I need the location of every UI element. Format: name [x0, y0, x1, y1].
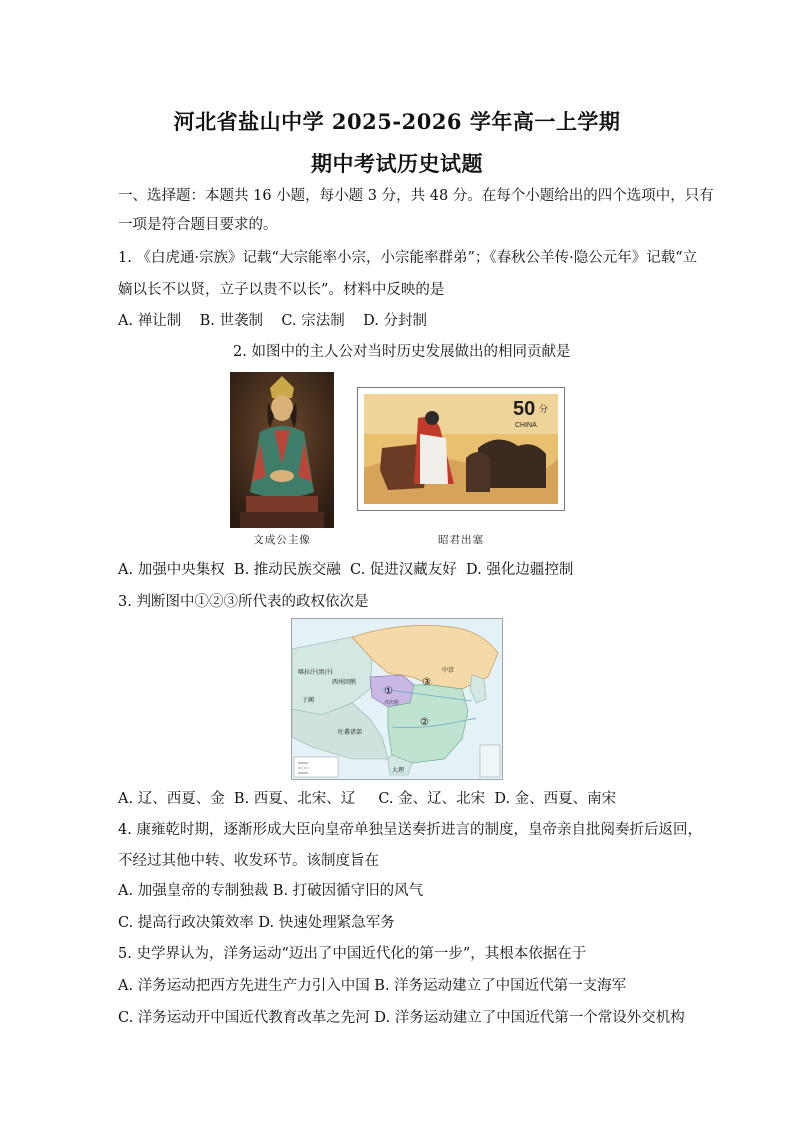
section-instructions-cont: 一项是符合题目要求的。: [118, 217, 278, 233]
question-3-stem: 3. 判断图中①②③所代表的政权依次是: [118, 594, 369, 610]
page-title: 河北省盐山中学 2025-2026 学年高一上学期: [173, 109, 621, 134]
map-label: 于阗: [302, 697, 315, 704]
question-5-stem: 5. 史学界认为，洋务运动“迈出了中国近代化的第一步”，其根本依据在于: [118, 946, 587, 962]
section-instructions: 一、选择题：本题共 16 小题，每小题 3 分，共 48 分。在每个小题给出的四个选项中，只有: [118, 188, 714, 204]
question-1-stem: 1. 《白虎通·宗族》记载“大宗能率小宗，小宗能率群弟”；《春秋公羊传·隐公元年》记载“立: [118, 250, 698, 266]
question-3-options[interactable]: A. 辽、西夏、金 B. 西夏、北宋、辽 C. 金、辽、北宋 D. 金、西夏、南宋: [118, 791, 617, 807]
question-2-stem: 2. 如图中的主人公对当时历史发展做出的相同贡献是: [233, 344, 571, 360]
map-marker-1: ①: [384, 686, 393, 697]
princess-wencheng-statue-image: [230, 372, 334, 528]
question-5-options-cd[interactable]: C. 洋务运动开中国近代教育改革之先河 D. 洋务运动建立了中国近代第一个常设外交机构: [118, 1010, 685, 1026]
map-marker-3: ③: [422, 677, 431, 688]
stamp-country: CHINA: [515, 422, 537, 429]
page-subtitle: 期中考试历史试题: [311, 151, 483, 176]
map-label: 中京: [442, 667, 455, 674]
figure-caption-left: 文成公主像: [253, 534, 311, 546]
map-label: 西州回鹘: [332, 679, 357, 686]
question-1-options[interactable]: A. 禅让制 B. 世袭制 C. 宗法制 D. 分封制: [118, 313, 427, 329]
song-liao-xixia-map: [291, 618, 503, 780]
question-1-stem-cont: 嫡以长不以贤，立子以贵不以长”。材料中反映的是: [118, 282, 445, 298]
map-label: 大理: [392, 767, 405, 774]
map-label: 喀拉汗(黑汗): [298, 669, 333, 676]
question-5-options-ab[interactable]: A. 洋务运动把西方先进生产力引入中国 B. 洋务运动建立了中国近代第一支海军: [118, 978, 627, 994]
question-4-stem: 4. 康雍乾时期，逐渐形成大臣向皇帝单独呈送奏折进言的制度，皇帝亲自批阅奏折后返回，: [118, 822, 702, 838]
stamp-value: 50: [513, 398, 536, 420]
map-label: 吐蕃诸部: [338, 729, 363, 736]
zhaojun-stamp-image: [357, 387, 565, 511]
question-4-options-ab[interactable]: A. 加强皇帝的专制独裁 B. 打破因循守旧的风气: [118, 883, 424, 899]
stamp-unit: 分: [539, 405, 549, 415]
figure-caption-right: 昭君出塞: [438, 534, 484, 546]
question-4-options-cd[interactable]: C. 提高行政决策效率 D. 快速处理紧急军务: [118, 915, 395, 931]
map-label: 兴庆府: [384, 700, 400, 706]
question-4-stem-cont: 不经过其他中转、收发环节。该制度旨在: [118, 853, 379, 869]
question-2-options[interactable]: A. 加强中央集权 B. 推动民族交融 C. 促进汉藏友好 D. 强化边疆控制: [118, 562, 574, 578]
map-marker-2: ②: [420, 717, 429, 728]
